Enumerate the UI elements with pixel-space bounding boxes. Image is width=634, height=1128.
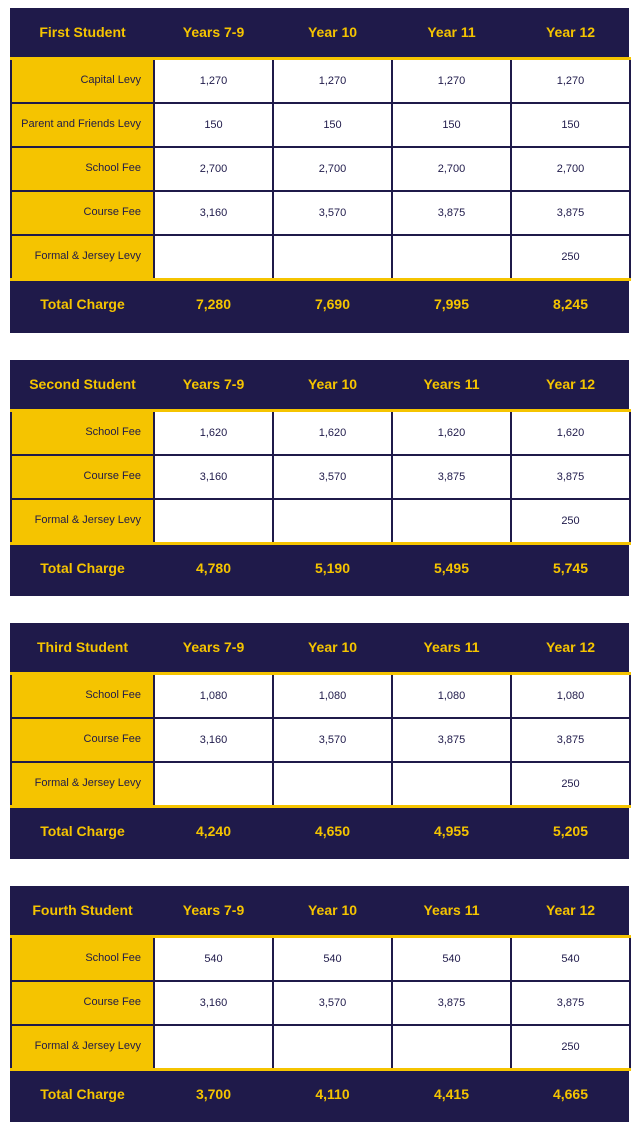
cell-value: 1,080 — [392, 673, 511, 718]
table-row — [11, 673, 630, 718]
table-row — [11, 981, 630, 1025]
cell-value: 3,570 — [273, 718, 392, 762]
column-header: Year 10 — [273, 8, 392, 58]
cell-value: 540 — [273, 936, 392, 981]
cell-value — [154, 762, 273, 807]
table-title: First Student — [11, 8, 154, 58]
third-student-fee-table — [10, 623, 629, 859]
total-value: 5,205 — [511, 806, 630, 854]
total-value: 5,190 — [273, 543, 392, 591]
cell-value: 1,270 — [154, 58, 273, 103]
cell-value: 1,080 — [511, 673, 630, 718]
cell-value: 3,570 — [273, 455, 392, 499]
cell-value — [392, 762, 511, 807]
cell-value: 250 — [511, 499, 630, 544]
cell-value: 3,875 — [392, 718, 511, 762]
cell-value: 3,875 — [511, 718, 630, 762]
cell-value: 3,570 — [273, 191, 392, 235]
total-value: 4,110 — [273, 1069, 392, 1117]
cell-value: 150 — [392, 103, 511, 147]
cell-value: 3,160 — [154, 718, 273, 762]
total-value: 3,700 — [154, 1069, 273, 1117]
row-label: School Fee — [11, 673, 154, 718]
total-row — [11, 279, 630, 327]
total-value: 4,415 — [392, 1069, 511, 1117]
cell-value: 1,270 — [392, 58, 511, 103]
first-student-fee-table — [10, 8, 629, 333]
row-label: Course Fee — [11, 718, 154, 762]
table-row — [11, 936, 630, 981]
cell-value: 2,700 — [511, 147, 630, 191]
column-header: Years 7-9 — [154, 886, 273, 936]
column-header: Year 10 — [273, 360, 392, 410]
total-label: Total Charge — [11, 806, 154, 854]
total-label: Total Charge — [11, 1069, 154, 1117]
column-header: Year 10 — [273, 886, 392, 936]
cell-value: 3,570 — [273, 981, 392, 1025]
total-value: 8,245 — [511, 279, 630, 327]
column-header: Years 11 — [392, 623, 511, 673]
cell-value: 150 — [273, 103, 392, 147]
cell-value: 1,080 — [273, 673, 392, 718]
total-value: 4,665 — [511, 1069, 630, 1117]
row-label: Formal & Jersey Levy — [11, 235, 154, 280]
fourth-student-fee-table — [10, 886, 629, 1122]
cell-value: 1,620 — [392, 410, 511, 455]
table-row — [11, 235, 630, 280]
cell-value: 1,620 — [511, 410, 630, 455]
cell-value: 1,270 — [273, 58, 392, 103]
cell-value: 250 — [511, 762, 630, 807]
cell-value: 2,700 — [273, 147, 392, 191]
total-row — [11, 806, 630, 854]
total-row — [11, 543, 630, 591]
total-value: 5,495 — [392, 543, 511, 591]
table-row — [11, 762, 630, 807]
table-row — [11, 410, 630, 455]
cell-value — [273, 762, 392, 807]
cell-value: 150 — [511, 103, 630, 147]
total-label: Total Charge — [11, 543, 154, 591]
cell-value: 3,875 — [511, 191, 630, 235]
total-value: 7,690 — [273, 279, 392, 327]
row-label: Course Fee — [11, 981, 154, 1025]
cell-value: 3,875 — [392, 191, 511, 235]
column-header: Years 7-9 — [154, 8, 273, 58]
cell-value — [154, 235, 273, 280]
cell-value: 3,875 — [511, 455, 630, 499]
table-row — [11, 191, 630, 235]
total-row — [11, 1069, 630, 1117]
row-label: Parent and Friends Levy — [11, 103, 154, 147]
total-value: 7,280 — [154, 279, 273, 327]
cell-value — [154, 1025, 273, 1070]
table-title: Second Student — [11, 360, 154, 410]
cell-value: 2,700 — [154, 147, 273, 191]
total-value: 5,745 — [511, 543, 630, 591]
cell-value — [154, 499, 273, 544]
cell-value: 2,700 — [392, 147, 511, 191]
total-value: 4,780 — [154, 543, 273, 591]
column-header: Years 11 — [392, 886, 511, 936]
cell-value: 540 — [392, 936, 511, 981]
cell-value: 540 — [154, 936, 273, 981]
row-label: Formal & Jersey Levy — [11, 762, 154, 807]
cell-value: 540 — [511, 936, 630, 981]
cell-value: 3,160 — [154, 981, 273, 1025]
row-label: Capital Levy — [11, 58, 154, 103]
cell-value: 1,620 — [154, 410, 273, 455]
table-row — [11, 58, 630, 103]
cell-value: 3,875 — [392, 455, 511, 499]
column-header: Years 7-9 — [154, 623, 273, 673]
table-row — [11, 1025, 630, 1070]
cell-value — [392, 499, 511, 544]
table-row — [11, 103, 630, 147]
table-row — [11, 718, 630, 762]
cell-value: 150 — [154, 103, 273, 147]
table-row — [11, 455, 630, 499]
column-header: Year 11 — [392, 8, 511, 58]
column-header: Year 12 — [511, 886, 630, 936]
cell-value: 1,080 — [154, 673, 273, 718]
cell-value — [392, 1025, 511, 1070]
row-label: School Fee — [11, 147, 154, 191]
column-header: Years 11 — [392, 360, 511, 410]
cell-value: 250 — [511, 1025, 630, 1070]
cell-value: 3,875 — [392, 981, 511, 1025]
column-header: Years 7-9 — [154, 360, 273, 410]
cell-value: 1,270 — [511, 58, 630, 103]
cell-value — [392, 235, 511, 280]
table-row — [11, 499, 630, 544]
total-label: Total Charge — [11, 279, 154, 327]
column-header: Year 12 — [511, 623, 630, 673]
second-student-fee-table — [10, 360, 629, 596]
row-label: Course Fee — [11, 191, 154, 235]
column-header: Year 10 — [273, 623, 392, 673]
cell-value: 3,160 — [154, 191, 273, 235]
column-header: Year 12 — [511, 8, 630, 58]
total-value: 4,650 — [273, 806, 392, 854]
cell-value: 1,620 — [273, 410, 392, 455]
cell-value — [273, 235, 392, 280]
cell-value: 3,160 — [154, 455, 273, 499]
total-value: 4,955 — [392, 806, 511, 854]
cell-value: 3,875 — [511, 981, 630, 1025]
table-title: Fourth Student — [11, 886, 154, 936]
cell-value: 250 — [511, 235, 630, 280]
row-label: School Fee — [11, 936, 154, 981]
row-label: School Fee — [11, 410, 154, 455]
row-label: Course Fee — [11, 455, 154, 499]
table-row — [11, 147, 630, 191]
total-value: 7,995 — [392, 279, 511, 327]
row-label: Formal & Jersey Levy — [11, 1025, 154, 1070]
total-value: 4,240 — [154, 806, 273, 854]
cell-value — [273, 499, 392, 544]
cell-value — [273, 1025, 392, 1070]
column-header: Year 12 — [511, 360, 630, 410]
table-title: Third Student — [11, 623, 154, 673]
row-label: Formal & Jersey Levy — [11, 499, 154, 544]
